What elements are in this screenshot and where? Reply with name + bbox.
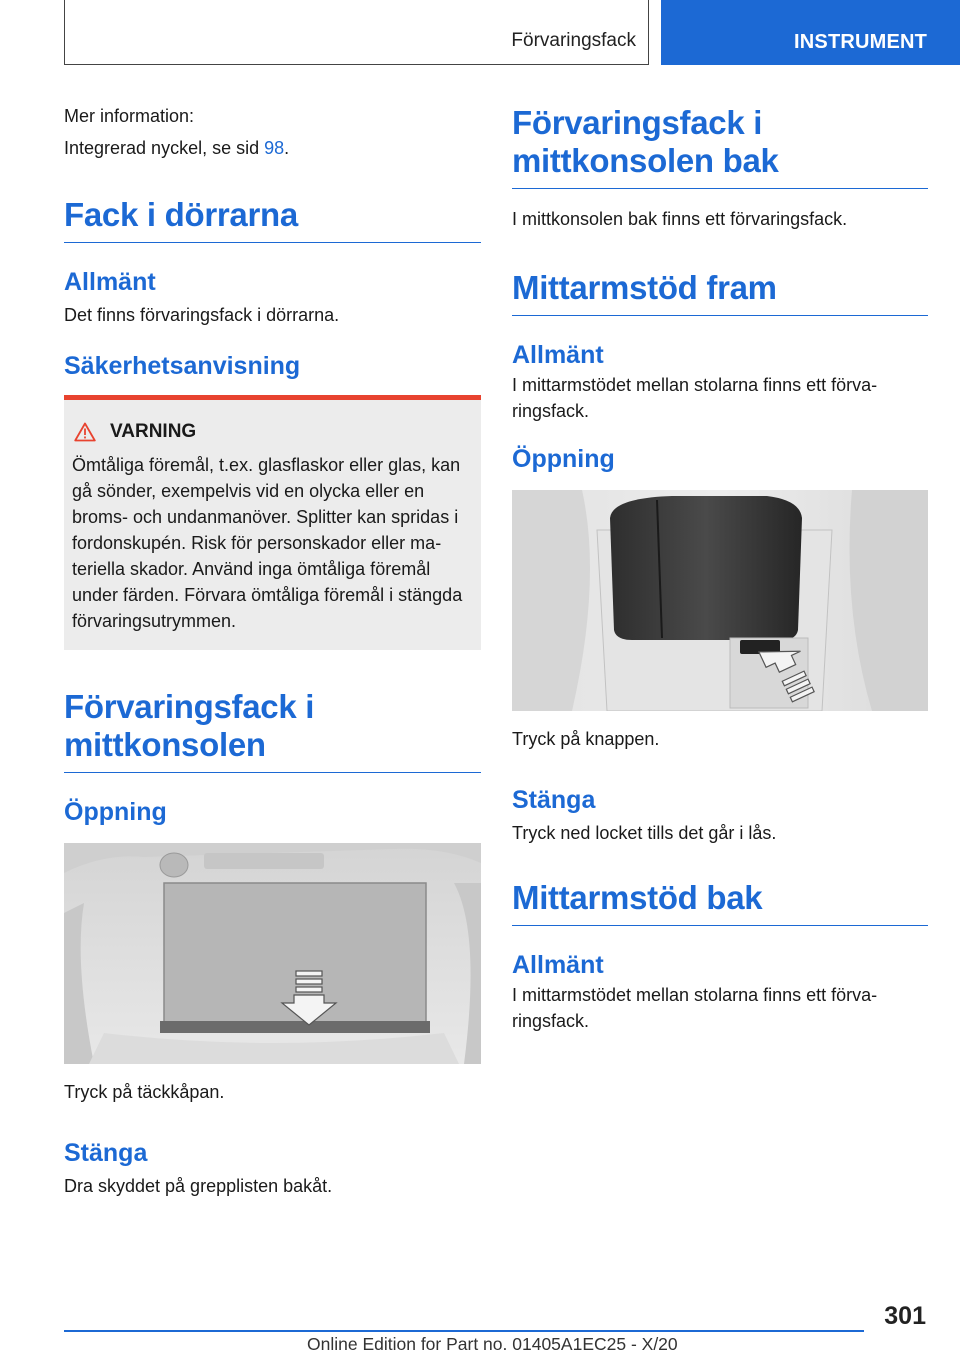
warning-triangle-icon (74, 422, 96, 442)
section-title-front-armrest: Mittarmstöd fram (512, 269, 928, 316)
heading-general-door: Allmänt (64, 268, 156, 296)
right-column (512, 100, 928, 1034)
close-text-front: Tryck ned locket tills det går i lås. (512, 823, 777, 843)
section-title-rear-armrest: Mittarmstöd bak (512, 879, 928, 926)
more-info-text: Integrerad nyckel, se sid (64, 138, 265, 158)
heading-open-center: Öppning (64, 798, 167, 826)
heading-general-rear: Allmänt (512, 951, 604, 979)
header-chapter-tab (661, 0, 960, 65)
page-number: 301 (884, 1302, 926, 1330)
header-chapter-label: INSTRUMENT (794, 31, 928, 53)
warning-title: VARNING (110, 421, 197, 442)
warning-text: Ömtåliga föremål, t.ex. glasflaskor eller glas, kan gå sönder, exempelvis vid en olycka eller en broms- och undanmanöver. Splitter kan spridas i fordonskupén. Risk för personskador eller materiella skador. Använd inga ömtåliga föremål under färden. Förvara ömtåliga föremål i stängda förvaringsutrymmen. (72, 455, 463, 631)
heading-safety: Säkerhetsanvisning (64, 352, 301, 380)
page-reference-link[interactable]: 98 (264, 138, 285, 158)
header-section-box (64, 0, 649, 65)
general-text-rear: I mittarmstödet mellan stolarna finns ett förvaringsfack. (512, 985, 878, 1031)
rear-console-text: I mittkonsolen bak finns ett förvaringsfack. (512, 209, 848, 229)
footer-edition: Online Edition for Part no. 01405A1EC25 - X/20 (307, 1334, 678, 1354)
warning-title-row (74, 419, 473, 445)
general-text-door: Det finns förvaringsfack i dörrarna. (64, 305, 340, 325)
more-info-end: . (284, 138, 290, 158)
warning-box (64, 395, 481, 650)
header-section-title: Förvaringsfack (511, 30, 636, 51)
heading-open-front: Öppning (512, 445, 615, 473)
more-info-line (64, 132, 481, 164)
left-column (64, 100, 481, 1202)
section-title-center-console: Förvaringsfack i mittkonsolen (64, 688, 481, 773)
general-text-front: I mittarmstödet mellan stolarna finns ett förvaringsfack. (512, 375, 878, 421)
heading-close-front: Stänga (512, 786, 596, 814)
section-title-door: Fack i dörrarna (64, 196, 481, 243)
front-armrest-figure (512, 490, 928, 711)
heading-general-front: Allmänt (512, 341, 604, 369)
heading-close-center: Stänga (64, 1139, 148, 1167)
close-text-center: Dra skyddet på grepplisten bakåt. (64, 1176, 333, 1196)
footer-divider (64, 1330, 864, 1332)
open-text-center: Tryck på täckkåpan. (64, 1082, 225, 1102)
section-title-rear-console: Förvaringsfack i mittkonsolen bak (512, 104, 928, 189)
more-info-label: Mer information: (64, 106, 195, 126)
center-console-figure (64, 843, 481, 1064)
open-text-front: Tryck på knappen. (512, 729, 660, 749)
